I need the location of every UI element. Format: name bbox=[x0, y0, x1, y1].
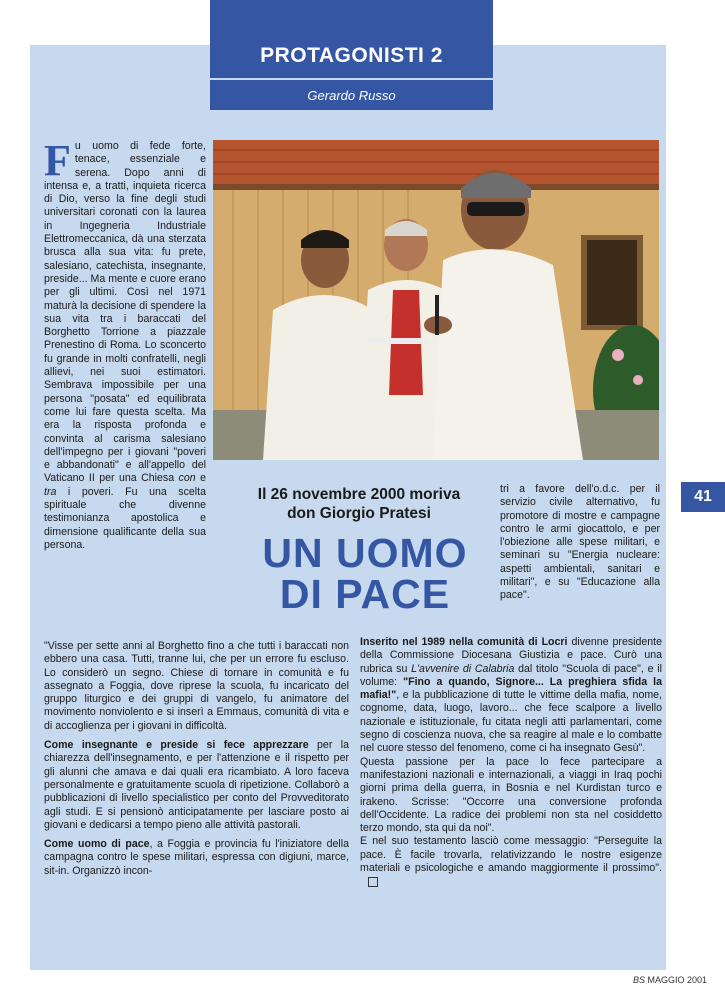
teacher-lead: Come insegnante e preside si fece apprezzare bbox=[44, 739, 309, 752]
testament-text: E nel suo testamento lasciò come messaggio: "Perseguite la pace. È facile trovarla, relativizzando le nostre esigenze materiali e psicologiche e amando maggiormente il prossimo". bbox=[360, 835, 662, 875]
left-column-top bbox=[44, 136, 206, 552]
end-mark-icon bbox=[368, 877, 378, 887]
author-bar bbox=[210, 80, 493, 110]
teacher-text: per la chiarezza dell'insegnamento, e per l'attenzione e il rispetto per gli alunni che amava e dai quali era ricambiato. A loro faceva personalmente e gratuitamente scuola di ripetizione. Collaborò a pubblicazioni di livello specialistico per conto del Provveditorato agli studi. E si pensionò anticipatamente per lasciare posto ai giovani e dedicarsi a tempo pieno alle attività pastorali. bbox=[44, 739, 349, 831]
intro-text-tail: i poveri. Fu una scelta spirituale che divenne testimonianza apostolica e dimensione qualificante della sua persona. bbox=[44, 485, 206, 551]
issue-date: MAGGIO 2001 bbox=[647, 975, 707, 985]
intro-text: u uomo di fede forte, tenace, essenziale e serena. Dopo anni di intensa e, a tratti, inquieta ricerca di Dio, verso la fine degli studi universitari coronati con la laurea in Ingegneria Industriale Elettromeccanica, dà una sterzata brusca alla sua vita: fu prete, salesiano, catechista, insegnante, preside... Ma mente e cuore erano per gli ultimi. Così nel 1971 maturà la decisione di spendere la sua vita tra i baraccati del Borghetto Torrione a piazzale Prenestino di Roma. Lo sconcerto fu grande in molti confratelli, negli allievi, nei suoi estimatori. Sembrava impossibile per una persona "posata" ed equilibrata come lui fare questa scelta. Ma era la risposta profonda e convinta al carisma salesiano dell'impegno per i giovani "poveri e abbandonati" e all'appello del Vaticano II per una Chiesa bbox=[44, 140, 206, 485]
section-title: PROTAGONISTI 2 bbox=[260, 44, 443, 67]
headline-line-2: DI PACE bbox=[279, 571, 451, 617]
magazine-name: BS bbox=[632, 975, 645, 985]
locri-paragraph bbox=[360, 636, 662, 756]
article-subtitle bbox=[228, 485, 490, 523]
peace-text: , a Foggia e provincia fu l'iniziatore della campagna contro le spese militari, espressa con digiuni, marce, sit-in. Organizzò incon- bbox=[44, 838, 350, 877]
book-title: "Fino a quando, Signore... La preghiera sfida la mafia!" bbox=[360, 675, 662, 702]
right-column-bottom bbox=[360, 636, 662, 889]
peace-paragraph bbox=[44, 838, 349, 878]
article-headline bbox=[220, 530, 510, 617]
left-column-bottom bbox=[44, 640, 349, 878]
newspaper-title: L'avvenire di Calabria bbox=[411, 662, 515, 675]
locri-text-a: divenne presidente della Commissione Diocesana Giustizia e pace. Curò una rubrica su bbox=[360, 636, 662, 675]
intro-italic-con: con bbox=[178, 472, 196, 485]
drop-cap: F bbox=[44, 136, 71, 185]
intro-text-mid: e bbox=[195, 472, 206, 485]
headline-line-1: UN UOMO bbox=[262, 530, 468, 576]
locri-lead: Inserito nel 1989 nella comunità di Locri bbox=[360, 636, 568, 648]
intro-italic-tra: tra bbox=[44, 485, 57, 498]
section-header bbox=[210, 0, 493, 78]
passion-paragraph: Questa passione per la pace lo fece partecipare a manifestazioni nazionali e internazionali, a viaggi in Iraq pochi giorni prima della guerra, in Bosnia e nel Kurdistan turco e irakeno. Scrisse: "Occorre una conversione profonda dell'Occidente. La radice dei problemi non sta nel cosiddetto terzo mondo, sta qui da noi". bbox=[360, 755, 662, 835]
teacher-paragraph bbox=[44, 739, 349, 832]
page-number-tab bbox=[681, 482, 725, 512]
locri-text-b: dal titolo "Scuola di pace", e il volume: bbox=[360, 662, 662, 688]
right-top-paragraph: tri a favore dell'o.d.c. per il servizio civile alternativo, fu promotore di mostre e campagne contro le armi giocattolo, e per l'obiezione alle spese militari, e seminari su "Energia nucleare: aspetti ambientali, sanitari e militari", e su "Educazione alla pace". bbox=[500, 483, 660, 602]
subtitle-line-2: don Giorgio Pratesi bbox=[287, 505, 431, 522]
page-number: 41 bbox=[694, 488, 712, 505]
peace-lead: Come uomo di pace bbox=[44, 838, 150, 851]
intro-paragraph bbox=[44, 136, 206, 552]
article-photo bbox=[213, 140, 659, 460]
borghetto-paragraph: "Visse per sette anni al Borghetto fino a che tutti i baraccati non ebbero una casa. Tutti, tranne lui, che per un errore fu escluso. Lo considerò un segno. Chiese di tornare in comunità e fu assegnato a Foggia, dove riprese la scuola, fu incaricato del gruppo liturgico e dei gruppi di vangelo, fu animatore del movimento nonviolento e si inserì a Emmaus, comunità di vita e di accoglienza per i giovani in difficoltà. bbox=[44, 640, 349, 732]
page-footer bbox=[633, 975, 707, 985]
right-column-top bbox=[500, 483, 660, 603]
testament-paragraph bbox=[360, 835, 662, 888]
subtitle-line-1: Il 26 novembre 2000 moriva bbox=[257, 486, 461, 503]
author-name: Gerardo Russo bbox=[307, 87, 396, 103]
locri-text-c: , e la pubblicazione di tutte le vittime della mafia, nome, cognome, data, luogo, lavoro... che fece scalpore a livello nazionale e istituzionale, fu citata negli atti parlamentari, come segno di coscienza nuova, che sa reagire al male e lo combatte nel cuore stesso del fenomeno, come ci ha insegnato Gesù". bbox=[360, 689, 662, 755]
